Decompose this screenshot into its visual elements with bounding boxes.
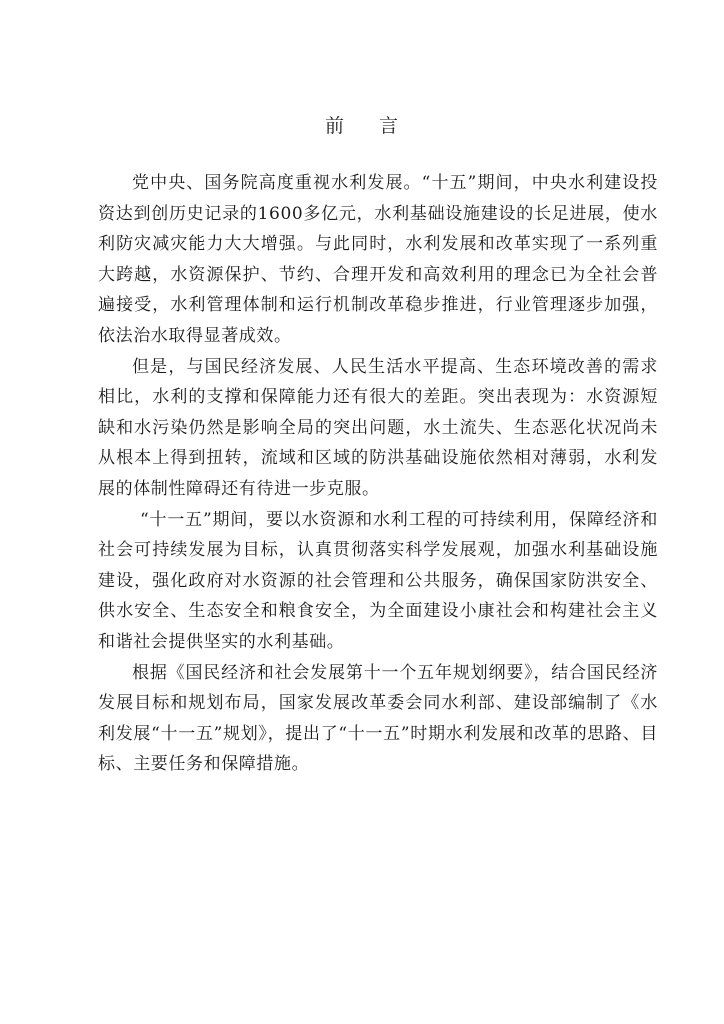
page-title xyxy=(0,114,724,138)
paragraph-3: “十一五”期间，要以水资源和水利工程的可持续利用，保障经济和社会可持续发展为目标，认真贯彻落实科学发展观，加强水利基础设施建设，强化政府对水资源的社会管理和公共服务，确保国家防洪安全、供水安全、生态安全和粮食安全，为全面建设小康社会和构建社会主义和谐社会提供坚实的水利基础。 xyxy=(98,509,658,652)
preface-body xyxy=(98,168,658,780)
title-char-1: 前 xyxy=(324,115,345,137)
paragraph-4: 根据《国民经济和社会发展第十一个五年规划纲要》，结合国民经济发展目标和规划布局，国家发展改革委会同水利部、建设部编制了《水利发展“十一五”规划》，提出了“十一五”时期水利发展和改革的思路、目标、主要任务和保障措施。 xyxy=(98,662,658,775)
title-char-2: 言 xyxy=(379,115,400,137)
paragraph-1: 党中央、国务院高度重视水利发展。“十五”期间，中央水利建设投资达到创历史记录的1600多亿元，水利基础设施建设的长足进展，使水利防灾减灾能力大大增强。与此同时，水利发展和改革实现了一系列重大跨越，水资源保护、节约、合理开发和高效利用的理念已为全社会普遍接受，水利管理体制和运行机制改革稳步推进，行业管理逐步加强，依法治水取得显著成效。 xyxy=(98,173,658,346)
paragraph-2: 但是，与国民经济发展、人民生活水平提高、生态环境改善的需求相比，水利的支撑和保障能力还有很大的差距。突出表现为：水资源短缺和水污染仍然是影响全局的突出问题，水土流失、生态恶化状况尚未从根本上得到扭转，流域和区域的防洪基础设施依然相对薄弱，水利发展的体制性障碍还有待进一步克服。 xyxy=(98,356,658,499)
